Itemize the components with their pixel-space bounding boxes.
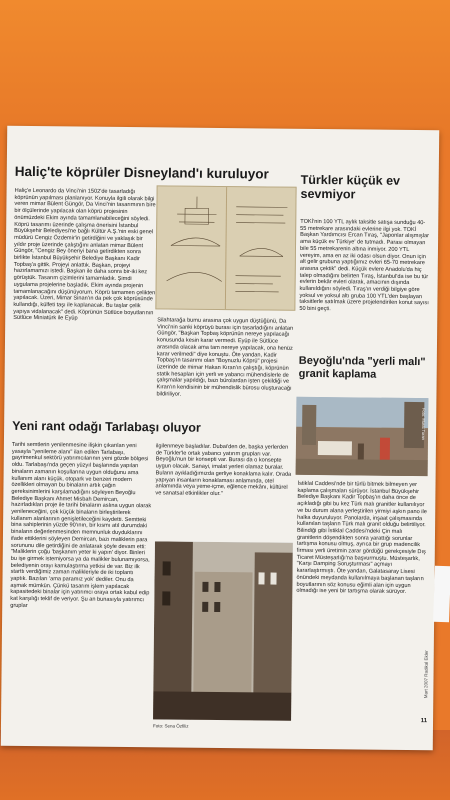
article-tarlabasi-column-2: ilgilenmeye başladılar. Dubai'den de, başka yerlerden de Türkler'le ortak yabancı yatırım grupları var. Beyoğlu'nun bir konsepti var. Burası da o konsepte uygun olacak. Sanayi, imalat yerleri olamaz buralar. Buların ayıkladığımızda gerliye konaklama kalır. Orada yapıyan insanların konaklaması anlamında, otel anlamında veya yeme-içme, eğlence mekânı, kültürel ve sanatsal etkinlikler olur." (155, 443, 292, 497)
istiklal-street-photo (296, 397, 429, 476)
tarlabasi-street-photo (153, 541, 293, 720)
photo-credit-granite: Foto: Murat Turan (420, 408, 427, 440)
article-title-granite: Beyoğlu'nda "yerli malı" granit kaplama (298, 354, 426, 381)
photo-credit-tarlabasi: Foto: Sena Özfiliz (152, 723, 189, 729)
magazine-page (1, 126, 439, 750)
article-tarlabasi-column-1: Tarihi semtlerin yenilenmesine ilişkin çıkarılan yeni yasayla "yenileme alanı" ilan edilen Tarlabaşı, gayrimenkul sektörü yatırımcılarının yeni gözde bölgesi oldu. Tarlabaşı'nda geçen yüzyıl başlarında yapılan binaların zamanın koşullarına uygun olduğunu ama kullanım alanı küçük, otopark ve benzeri modern özellikleri olmayan bu binaların artık çağın gereksinimlerini karşılamadığını söyleyen Beyoğlu Belediye Başkanı Ahmet Misbah Demircan, hazırladıkları proje ile tarihi binaların aslına uygun olarak yenileneceğini, çok küçük binaların birleştirilerek kullanım alanlarının genişletileceğini kaydetti. Semtteki bina sahiplerinin yüzde 90'ının, bir kısmı atıl durumdaki binaların değerlenmesinden memnunluk duyduklarını ifade ettiklerini söyleyen Demircan, bazı maliklerin para sorununu dile getirdiğini de anlatarak şöyle devam etti: "Maliklerin çoğu 'başkanım yeter ki yapın' diyor. Binleri bu işe girmek istemiyorsa ya da malikler bulunamıyorsa, belediyenin orayı kamulaştırma yetkisi de var. Biz ilk starttı verdiğimiz zaman malikleriyle de iki toplantı yaptık. Bazıları 'ama paramız yok' dediler. Onu da aşmak mümkün. Çünkü tasarım işlem yapılacak kapasitedeki binalar için yatırımcı oraya ortak kabul edip kat karşılığı teklif de veriyor. Şu an bunasıyla yatırımcı gruplar (10, 441, 152, 609)
article-bridges-column-1: Haliç'e Leonardo da Vinci'nin 1502'de tasarladığı köprünün yapılması planlanıyor. Konuyla ilgili olarak bilgi veren mimar Bülent Güngör, Da Vinci'nin tasarımının bire bir ölçülerinde yapılacak olan köprü projesinin önümüzdeki Ekim ayında tamamlanabileceğini söyledi. Köprü tasarımı üzerinde çalışma önerisini İstanbul Büyükşehir Belediyesi'ne bağlı Kültür A.Ş.'nin eski genel müdürü Cengiz Özdemir'in getirdiğini ve yaklaşık bir yıldır proje üzerinde çalıştığını anlatan mimar Bülent Güngör, "Cengiz Bey öneriyi bana getirdikten sonra birlikte İstanbul Büyükşehir Belediye Başkanı Kadir Topbaş'a gittik. Projeyi anlattık. Başkan, projeyi hazırlamamızı istedi. Başkan ile daha sonra bir-iki kez görüştük. Tasarım çizimlerini tamamladık. Şimdi uygulama projelerine başladık. Ekim ayında projenin tamamlanacağını düşünüyorum. Köprü tamamen çelikten yapılacak. Üzeri, Mimar Sinan'ın da pek çok köprüsünde kullandığı, külfeti taşı ile kaplanacak. Bu taşlar çelik yapıya vidalanacak" dedi. Köprünün Sütlüce boyutlarının Sütlüce Miniatürk ile Eyüp (13, 187, 156, 322)
paper-tab (433, 566, 450, 623)
davinci-bridge-sketch (155, 185, 296, 310)
article-title-bridges: Haliç'te köprüler Disneyland'ı kuruluyor (14, 163, 269, 182)
article-small-houses-body: TOKİ'nin 100 YTL aylık taksitle satışa sunduğu 40-55 metrekare arasındaki evlerine ilgi yok. TOKİ Başkan Yardımcısı Ercan Tıraş, "Japonlar alışmışlar ama küçük ev Türkiye' de tutmadı. Parası olmayan bile 55 metrekarenin altına inmiyor. 200 YTL vereyim, ama en az iki odası olsun diyor. Onun için alt gelir grubuna yaptığımız evleri 65-70 metrekare arasına çektik" dedi. Küçük evlere Anadolu'da hiç talep olmadığını belirten Tıraş, İstanbul'da ise bu tür evlerin bekâr evleri olarak, amacının dışında kullanıldığını söyledi. Tıraş'ın verdiği bilgiye göre yoksul ve yoksul altı gruba 100 YTL'den başlayan taksitlerle satılmak üzere projelendirilen konut sayısı 50 bini geçti. (299, 218, 429, 313)
article-title-tarlabasi: Yeni rant odağı Tarlabaşı oluyor (12, 418, 201, 435)
page-number: 11 (420, 718, 428, 725)
article-bridges-column-2: Silahtarağa bumu arasına çok uygun düştüğünü, Da Vinci'nin sanki köprüyü burası için tasarladığını anlatan Güngör, "Başkan Topbaş köprünün nereye yapılacağı konusunda kesin karar vermedi. Eyüp ile Sütlüce arasında olacak ama tam nereye yapılacak, ona henüz karar verilmedi" diye konuştu. Öte yandan, Kadir Topbaş'ın tasarımı olan "Boynuzlu Köprü" projesi üzerinde de mimar Hakan Kıran'ın çalıştığı, köprünün statik hesapları için yerli ve yabancı mühendislerle de çalışmalar yapıldığı, bazı bürolardan işten çekildiği ve Kıran'ın kendisinin bir mühendislik bürosu oluşturacağı bildiriliyor. (156, 317, 294, 398)
issue-date-label: Mart 2007 Radikal Ekler (423, 650, 429, 699)
article-title-small-houses: Türkler küçük ev sevmiyor (300, 172, 401, 202)
background-table (0, 0, 450, 140)
street-work-illustration (296, 397, 429, 476)
sketch-drawing (156, 186, 295, 309)
street-illustration (153, 541, 293, 720)
article-granite-body: İstiklal Caddesi'nde bir türlü bitmek bilmeyen yer kaplama çalışmaları sürüyor. İstanbul Büyükşehir Belediye Başkanı Kadir Topbaş'ın daha önce de açıkladığı gibi bu kez Türk malı granitler kullanılıyor ve bu durum alana yerleştirilen yirmiyi aşkın pano ile halka duyuruluyor. Panolarda, inşaat çalışmasında kullanılan taşların Türk malı granit olduğu belirtiliyor. Bilindiği gibi İstiklal Caddesi'ndeki Çin malı granitlerin döşendikten sonra yarattığı sorunlar tartışma konusu olmuş, ayrıca bir grup madencilik firması yerli üretimin zarar gördüğü gerekçesiyle Dış Ticaret Müsteşarlığı'na başvurmuştu. Müsteşarlık, "Karşı Damping Soruşturması" açmayı kararlaştırmıştı. Öte yandan, Galatasaray Lisesi önündeki meydanda kullanılmaya başlanan taşların boyutlarının söz konusu eğimli alan için uygun olmadığı ise yeni bir tartışma olarak sürüyor. (296, 480, 427, 596)
